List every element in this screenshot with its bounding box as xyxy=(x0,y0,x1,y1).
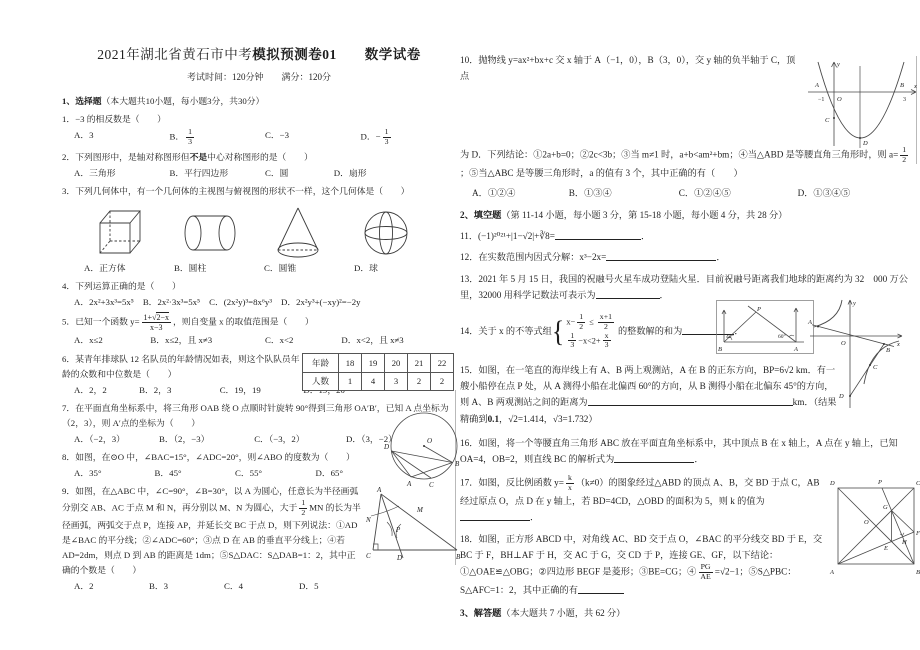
q4-option-c: C．(2x²y)³=8x⁶y³ xyxy=(209,296,272,307)
figure-label: M xyxy=(417,506,423,514)
q1-d-pre: D．− xyxy=(360,131,381,142)
q17-pre: 17．如图，反比例函数 y= xyxy=(460,477,564,488)
q4-options xyxy=(74,295,456,310)
section-2-rest: （第 11-14 小题，每小题 3 分，第 15-18 小题，每小题 4 分，共 28 分） xyxy=(501,210,788,221)
answer-blank xyxy=(578,585,624,594)
q17-tail: ． xyxy=(530,511,540,522)
hyperbola-figure xyxy=(806,296,906,416)
q7-option-b: B．（2，−3） xyxy=(159,434,210,444)
q6-count-cell: 1 xyxy=(339,372,362,391)
q17-stem xyxy=(460,474,826,525)
q14-r2mid: −x<2+ xyxy=(578,335,601,345)
q6-option-a: A．2，2 xyxy=(74,385,107,395)
figure-label: A xyxy=(815,82,819,89)
figure-label: P xyxy=(878,479,882,486)
sphere-figure xyxy=(358,203,414,261)
q2-option-c: C．圆 xyxy=(265,168,289,178)
q18-p1: 18．如图，正方形 ABCD 中，对角线 AC、BD 交于点 O，∠BAC 的平分线交 BD 于 E，交 BC 于 F，BH⊥AF 于 H，交 AC 于 G，交 CD 于 P，连接 GE、GF，以下结论：①△OAE≌△OBG；②四边形 BEGF 是菱形；③BE=CG；④ xyxy=(460,533,823,577)
q6-count-cell: 3 xyxy=(385,372,408,391)
q11-text: 11．(−1)²⁰²¹+|1−√2|+∛8= xyxy=(460,231,555,242)
frac-num: k xyxy=(567,472,572,482)
q6-table-header-age: 年龄 xyxy=(303,354,339,373)
q6-age-cell: 22 xyxy=(431,354,454,373)
figure-label: C xyxy=(873,364,878,371)
frac-num: 1 xyxy=(384,127,389,137)
frac-den: 3 xyxy=(570,340,575,350)
figure-label: B xyxy=(900,82,904,89)
q2-option-b: B．平行四边形 xyxy=(169,168,229,178)
q14-tail: ． xyxy=(734,325,744,336)
q5-option-b: B．x≤2，且 x≠3 xyxy=(150,335,213,346)
figure-label: F xyxy=(916,530,920,537)
q6-option-c: C．19，19 xyxy=(219,385,261,395)
q15-post: ，√2=1.414，√3=1.732） xyxy=(499,413,598,424)
q9-option-c: C．4 xyxy=(224,580,244,591)
q9-option-b: B．3 xyxy=(149,580,169,591)
q1-b-pre: B． xyxy=(169,131,185,142)
answer-blank xyxy=(606,252,716,261)
frac-den: 3 xyxy=(604,340,609,350)
parabola-figure xyxy=(804,56,920,152)
table-row xyxy=(303,354,454,373)
q1-option-c: C．−3 xyxy=(265,130,290,141)
answer-blank xyxy=(555,231,641,240)
frac-den: x−3 xyxy=(150,322,163,332)
q15-stem xyxy=(460,362,838,426)
q5-num-pre: 1+ xyxy=(143,312,153,322)
q5-option-d: D．x<2，且 x≠3 xyxy=(341,335,404,346)
q12-tail: ． xyxy=(716,252,726,263)
q6-age-cell: 20 xyxy=(385,354,408,373)
frac-den: 2 xyxy=(579,321,584,331)
q2-stem xyxy=(62,150,456,165)
frac-num: 1 xyxy=(301,497,306,507)
fraction xyxy=(568,332,576,351)
q6-age-table xyxy=(302,353,454,391)
fraction xyxy=(566,474,574,493)
q11-stem xyxy=(460,228,912,244)
q17-mid: （k≠0）的图象经过△ABD 的顶点 A、B，交 BD 于点 C，AB 经过原点 O，点 D 在 y 轴上，若 BD=4CD，△OBD 的面积为 5，则 k 的值为 xyxy=(460,477,820,506)
answer-blank xyxy=(460,512,530,521)
radicand: 2−x xyxy=(156,312,169,322)
figure-label: A xyxy=(407,480,412,488)
q15-mid: km．（结果精确到 xyxy=(460,397,837,424)
q2-s1: 2．下列图形中，是轴对称图形但 xyxy=(62,152,190,163)
section-1-rest: （本大题共10小题，每小题3分，共30分） xyxy=(101,96,265,107)
q1-option-a: A．3 xyxy=(74,130,94,141)
q6-age-cell: 21 xyxy=(408,354,431,373)
left-column xyxy=(62,44,461,595)
frac-num: 1 xyxy=(579,311,584,321)
q14-r1mid: ≤ xyxy=(587,316,596,326)
frac-num xyxy=(142,313,171,323)
exam-info: 考试时间：120分钟 满分：120分 xyxy=(186,71,331,82)
section-3-heading xyxy=(460,605,912,621)
q10-stem-line1: 10．抛物线 y=ax²+bx+c 交 x 轴于 A（−1，0），B（3，0），交 y 轴的负半轴于 C，顶点 xyxy=(460,55,796,82)
frac-den: 2 xyxy=(902,155,907,165)
q3-option-c: C．圆锥 xyxy=(264,262,297,273)
q10-option-b: B．①③④ xyxy=(568,188,612,199)
radical-sign: √ xyxy=(152,312,157,322)
q8-option-c: C．55° xyxy=(235,467,262,478)
section-3-rest: （本大题共 7 小题，共 62 分） xyxy=(501,608,626,619)
figure-label: O xyxy=(427,437,433,445)
frac-num: PG xyxy=(700,562,711,572)
q5-option-c: C．x<2 xyxy=(264,335,294,346)
frac-num: x+1 xyxy=(599,311,612,321)
q9-options xyxy=(74,579,374,594)
q6-count-cell: 2 xyxy=(408,372,431,391)
q6-stem: 6．某青年排球队 12 名队员的年龄情况如表，则这个队队员年龄的众数和中位数是（ ） xyxy=(62,354,300,380)
title-normal: 2021年湖北省黄石市中考 xyxy=(97,47,253,62)
frac-den: 2 xyxy=(301,507,306,517)
section-3-lead: 3、解答题 xyxy=(460,608,502,619)
frac-den: 2 xyxy=(603,321,608,331)
figure-label: −1 xyxy=(818,97,825,103)
q4-stem: 4．下列运算正确的是（ ） xyxy=(62,280,181,291)
q15-precision: 0.1 xyxy=(487,413,500,424)
q9-option-a: A．2 xyxy=(74,580,94,591)
q9-option-d: D．5 xyxy=(299,580,319,591)
figure-label: y xyxy=(853,300,856,307)
q8-option-d: D．65° xyxy=(315,467,343,478)
q8-options xyxy=(74,466,396,481)
q15-p1: 15．如图，在一笔直的海岸线上有 A、B 两上观测站，A 在 B 的正东方向，BP=6√2 km．有一艘小船停在点 P 处，从 A 测得小船在北偏西 60°的方向，从 B 测得小船在北偏东 45°的方向，则 A、B 两观测站之间的距离为 xyxy=(460,365,836,408)
q2-s2: 中心对称图形的是（ ） xyxy=(207,152,313,163)
page-title xyxy=(62,44,456,67)
q9-stem xyxy=(62,484,362,578)
q12-stem xyxy=(460,249,912,265)
inequality-row xyxy=(566,313,616,332)
q3-option-d: D．球 xyxy=(354,262,378,273)
figure-label: y xyxy=(837,61,840,68)
q7-stem: 7．在平面直角坐标系中，将三角形 OAB 绕 O 点顺时针旋转 90°得到三角形 OA′B′，已知 A 点坐标为（2，3），则 A′点的坐标为（ ） xyxy=(62,403,449,429)
figure-label: B xyxy=(456,553,461,561)
figure-label: O xyxy=(864,519,869,526)
q1-option-d xyxy=(361,128,457,147)
fraction xyxy=(186,128,194,147)
frac-den: 3 xyxy=(188,137,193,147)
figure-label: P xyxy=(757,306,761,313)
right-column xyxy=(460,52,920,621)
table-row xyxy=(303,372,454,391)
frac-num: 1 xyxy=(902,145,907,155)
figure-label: E xyxy=(884,545,888,552)
q4-option-a: A．2x²+3x³=5x⁵ xyxy=(74,296,134,307)
answer-blank xyxy=(588,397,793,406)
figure-label: B xyxy=(916,569,920,576)
figure-label: A xyxy=(794,346,798,353)
q6-age-cell: 18 xyxy=(339,354,362,373)
q1-options xyxy=(74,128,456,147)
q6-count-cell: 4 xyxy=(362,372,385,391)
figure-label: G xyxy=(883,504,888,511)
figure-label: N xyxy=(366,516,371,524)
section-1-heading xyxy=(62,94,456,109)
q5-pre: 5．已知一个函数 y= xyxy=(62,316,140,327)
q10-p2a: 为 D．下列结论：①2a+b=0；②2c<3b；③当 m≠1 时，a+b<am²+bm；④当△ABD 是等腰直角三角形时，则 a= xyxy=(460,149,899,160)
fraction xyxy=(577,313,585,332)
section-2-lead: 2、填空题 xyxy=(460,210,502,221)
q13-text: 13．2021 年 5 月 15 日，我国的祝融号火星车成功登陆火星．目前祝融号距离我们地球的距离约为 32 000 万公里，32000 用科学记数法可表示为 xyxy=(460,273,908,300)
q16-tail: ． xyxy=(694,453,704,464)
q10-option-a: A．①②④ xyxy=(472,188,516,199)
q9-p2: MN 的长为半径画弧，两弧交于点 P，连接 AP，并延长交 BC 于点 D，则下列说法：①AD 是∠BAC 的平分线；②∠ADC=60°；③点 D 在 AB 的垂直平分线上；④若 AD=2dm，则点 D 到 AB 的距离是 1dm；⑤S△DAC：S△DAB=1：2，其中正确的个数是（ ） xyxy=(62,502,361,575)
q13-tail: ． xyxy=(659,289,669,300)
q1-stem: 1．−3 的相反数是（ ） xyxy=(62,114,166,125)
figure-label: D xyxy=(839,393,844,400)
frac-den: 3 xyxy=(384,137,389,147)
q16-stem xyxy=(460,435,912,467)
q3-option-labels xyxy=(84,261,456,276)
figure-label: B xyxy=(886,347,890,354)
figure-label: D xyxy=(397,554,403,562)
q3-option-b: B．圆柱 xyxy=(174,262,207,273)
section-2-heading xyxy=(460,207,912,223)
q7-options xyxy=(74,432,414,447)
frac-num: x xyxy=(604,330,609,340)
q5-post: ，则自变量 x 的取值范围是（ ） xyxy=(172,316,314,327)
q5-options xyxy=(74,333,456,348)
q5-option-a: A．x≤2 xyxy=(74,335,103,346)
fraction xyxy=(383,128,391,147)
fraction xyxy=(142,313,171,332)
q4-option-b: B．2x²·3x³=5x⁵ xyxy=(142,296,201,307)
q6-count-cell: 2 xyxy=(431,372,454,391)
q14-pre: 14．关于 x 的不等式组 xyxy=(460,325,552,336)
q7-option-a: A．（−2，3） xyxy=(74,434,125,444)
q8-stem: 8．如图，在⊙O 中，∠BAC=15°，∠ADC=20°，则∠ABO 的度数为（ ） xyxy=(62,451,355,462)
fraction xyxy=(598,313,614,332)
q10-option-d: D．①③④⑤ xyxy=(797,188,851,199)
triangle-construction-figure xyxy=(365,486,463,562)
q10-p2b: ；⑤当△ABC 是等腰三角形时，a 的值有 3 个，其中正确的有（ ） xyxy=(460,168,743,179)
cylinder-figure xyxy=(182,203,238,261)
fraction xyxy=(698,563,712,582)
q12-text: 12．在实数范围内因式分解：x³−2x= xyxy=(460,252,607,263)
section-1-lead: 1、选择题 xyxy=(62,96,102,107)
q2-options xyxy=(74,166,456,181)
figure-label: C xyxy=(366,552,371,560)
q4-option-d: D．2x²y³+(−xy)²=−2y xyxy=(280,296,361,307)
q2-option-a: A．三角形 xyxy=(74,168,116,178)
q5-stem xyxy=(62,313,456,332)
system-brace: { xyxy=(551,314,565,348)
q2-option-d: D．扇形 xyxy=(333,168,367,178)
q18-p2: =√2−1；⑤S△PBC：S△AFC=1：2，其中正确的有 xyxy=(460,566,797,595)
figure-label: P xyxy=(396,526,401,534)
q6-table-header-count: 人数 xyxy=(303,372,339,391)
figure-label: O xyxy=(841,340,846,347)
fraction xyxy=(603,332,611,351)
q6-age-cell: 19 xyxy=(362,354,385,373)
q6-option-b: B．2，3 xyxy=(139,385,172,395)
figure-label: C xyxy=(429,481,434,489)
q14-r1a: x− xyxy=(566,316,576,326)
figure-label: C xyxy=(916,480,920,487)
q9-p1: 9．如图，在△ABC 中，∠C=90°，∠B=30°，以 A 为圆心，任意长为半径画弧分别交 AB、AC 于点 M 和 N，再分别以 M、N 为圆心，大于 xyxy=(62,485,359,513)
figure-label: 3 xyxy=(903,97,906,103)
figure-label: D xyxy=(830,480,835,487)
answer-blank xyxy=(614,454,694,463)
square-figure xyxy=(830,472,920,578)
frac-den: x xyxy=(567,482,572,492)
title-bold: 模拟预测卷01 数学试卷 xyxy=(252,47,421,62)
q16-text: 16．如图，将一个等腰直角三角形 ABC 放在平面直角坐标系中，其中顶点 B 在 x 轴上，A 点在 y 轴上，已知 OA=4，OB=2，则直线 BC 的解析式为 xyxy=(460,437,898,464)
inequality-system xyxy=(566,313,616,351)
inequality-row xyxy=(566,332,616,351)
figure-label: A xyxy=(808,319,812,326)
q1-option-b xyxy=(170,128,266,147)
figure-label: x xyxy=(914,83,917,90)
figure-label: 60° xyxy=(778,334,786,340)
frac-num: 1 xyxy=(570,330,575,340)
figure-label: B xyxy=(455,460,460,468)
q7-option-c: C．（−3，2） xyxy=(254,434,305,444)
q3-figures xyxy=(92,203,456,261)
q7-option-d: D．（3，−2） xyxy=(345,434,397,444)
q14-post: 的整数解的和为 xyxy=(618,325,683,336)
q6-block xyxy=(62,352,456,398)
figure-label: A xyxy=(377,486,382,494)
coastline-figure xyxy=(716,300,814,356)
figure-label: D xyxy=(863,140,868,147)
cube-figure xyxy=(92,203,150,261)
figure-label: O xyxy=(837,96,842,103)
q8-option-a: A．35° xyxy=(74,467,102,478)
q8-option-b: B．45° xyxy=(154,467,182,478)
q10-option-c: C．①②④⑤ xyxy=(678,188,731,199)
q2-bold: 不是 xyxy=(189,152,208,163)
q10-options xyxy=(472,185,912,201)
figure-label: H xyxy=(902,539,907,546)
cone-figure xyxy=(270,203,326,261)
figure-label: D xyxy=(384,443,390,451)
fraction xyxy=(299,499,307,518)
q3-option-a: A．正方体 xyxy=(84,262,126,273)
figure-label: 45° xyxy=(726,334,734,340)
q11-tail: ． xyxy=(640,231,651,242)
frac-den: AE xyxy=(700,572,711,582)
frac-num: 1 xyxy=(188,127,193,137)
q3-stem: 3．下列几何体中，有一个几何体的主视图与俯视图的形状不一样，这个几何体是（ ） xyxy=(62,185,410,196)
figure-label: x xyxy=(897,341,900,348)
q18-stem xyxy=(460,531,826,598)
answer-blank xyxy=(596,290,660,299)
figure-label: B xyxy=(718,346,722,353)
figure-label: A xyxy=(830,569,834,576)
figure-label: C xyxy=(825,117,830,124)
